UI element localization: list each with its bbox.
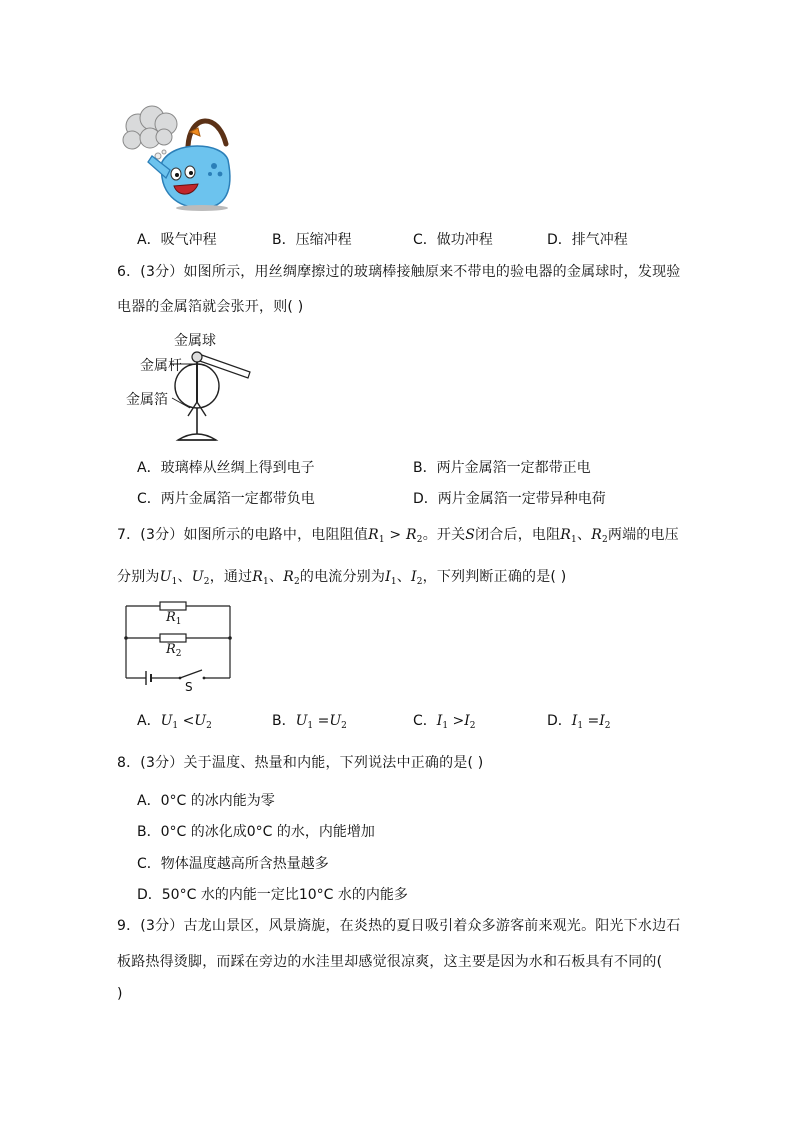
- q7-text: 闭合后，电阻: [475, 527, 561, 543]
- label-r1: $R_1$: [166, 610, 182, 627]
- q7-text: 的电流分别为: [299, 569, 386, 585]
- q7-option-d[interactable]: [547, 710, 611, 731]
- math-r1: $R_1$: [252, 569, 269, 587]
- option-letter: A．: [137, 713, 161, 729]
- q7-text: 分别为: [117, 569, 160, 585]
- electroscope-figure: [122, 330, 252, 446]
- q7-option-c[interactable]: [413, 710, 476, 731]
- q7-text: ，下列判断正确的是( ): [422, 569, 567, 585]
- label-metal-foil: 金属箔: [126, 392, 168, 408]
- option-letter: C．: [413, 713, 437, 729]
- option-letter: B．: [272, 713, 296, 729]
- q6-option-a[interactable]: A．玻璃棒从丝绸上得到电子: [137, 460, 315, 476]
- q9-stem-line3: ): [117, 986, 123, 1002]
- q5-option-a[interactable]: A．吸气冲程: [137, 232, 217, 248]
- q8-stem: 8．(3分）关于温度、热量和内能，下列说法中正确的是( ): [117, 755, 484, 771]
- q7-text: 、: [268, 569, 284, 585]
- steam-cloud-icon: [123, 106, 177, 149]
- math-u2: $U_2$: [191, 569, 210, 587]
- q8-option-b[interactable]: B．0°C 的冰化成0°C 的水，内能增加: [137, 824, 375, 840]
- q8-option-a[interactable]: A．0°C 的冰内能为零: [137, 793, 275, 809]
- q7-option-a[interactable]: [137, 710, 212, 731]
- math-i1: $I_1$: [385, 569, 397, 587]
- q6-option-d[interactable]: D．两片金属箔一定带异种电荷: [413, 491, 606, 507]
- q5-option-c[interactable]: C．做功冲程: [413, 232, 493, 248]
- q7-stem-line2: [117, 566, 566, 587]
- option-letter: D．: [547, 713, 572, 729]
- label-metal-rod: 金属杆: [140, 358, 182, 374]
- q6-stem-line1: 6．(3分）如图所示，用丝绸摩擦过的玻璃棒接触原来不带电的验电器的金属球时，发现验: [117, 264, 681, 280]
- q7-text: 。开关: [422, 527, 466, 543]
- q7-text: ，通过: [209, 569, 253, 585]
- option-math: $U_1 <U_2$: [160, 713, 212, 731]
- q7-text: 7．(3分）如图所示的电路中，电阻阻值: [117, 527, 369, 543]
- label-r2: $R_2$: [166, 642, 182, 659]
- q7-text: 、: [576, 527, 592, 543]
- math-r1: $R_1$: [560, 527, 577, 545]
- label-metal-ball: 金属球: [174, 333, 216, 349]
- option-math: $I_1 >I_2$: [436, 713, 476, 731]
- q7-text: 两端的电压: [607, 527, 679, 543]
- kettle-picture: [118, 104, 240, 212]
- math-i2: $I_2$: [410, 569, 423, 587]
- math-s: S: [465, 527, 476, 543]
- option-math: $U_1 =U_2$: [295, 713, 347, 731]
- option-math: $I_1 =I_2$: [571, 713, 611, 731]
- q8-option-d[interactable]: D．50°C 水的内能一定比10°C 水的内能多: [137, 887, 408, 903]
- q7-text: 、: [396, 569, 411, 585]
- q5-option-b[interactable]: B．压缩冲程: [272, 232, 352, 248]
- q7-option-b[interactable]: [272, 710, 347, 731]
- math-r2: $R_2$: [591, 527, 608, 545]
- label-switch: S: [185, 680, 193, 694]
- q6-option-b[interactable]: B．两片金属箔一定都带正电: [413, 460, 591, 476]
- q5-option-d[interactable]: D．排气冲程: [547, 232, 628, 248]
- q8-option-c[interactable]: C．物体温度越高所含热量越多: [137, 856, 329, 872]
- q7-stem-line1: [117, 524, 679, 545]
- q6-option-c[interactable]: C．两片金属箔一定都带负电: [137, 491, 315, 507]
- math-r2: $R_2$: [283, 569, 300, 587]
- q9-stem-line1: 9．(3分）古龙山景区，风景旖旎，在炎热的夏日吸引着众多游客前来观光。阳光下水边石: [117, 918, 681, 934]
- math-u1: $U_1$: [159, 569, 178, 587]
- q7-text: 、: [177, 569, 192, 585]
- circuit-diagram: [122, 598, 234, 696]
- q9-stem-line2: 板路热得烫脚，而踩在旁边的水洼里却感觉很凉爽，这主要是因为水和石板具有不同的(: [117, 954, 663, 970]
- math-r1-gt-r2: $R_1 > R_2$: [368, 527, 423, 545]
- q6-stem-line2: 电器的金属箔就会张开，则( ): [117, 299, 304, 315]
